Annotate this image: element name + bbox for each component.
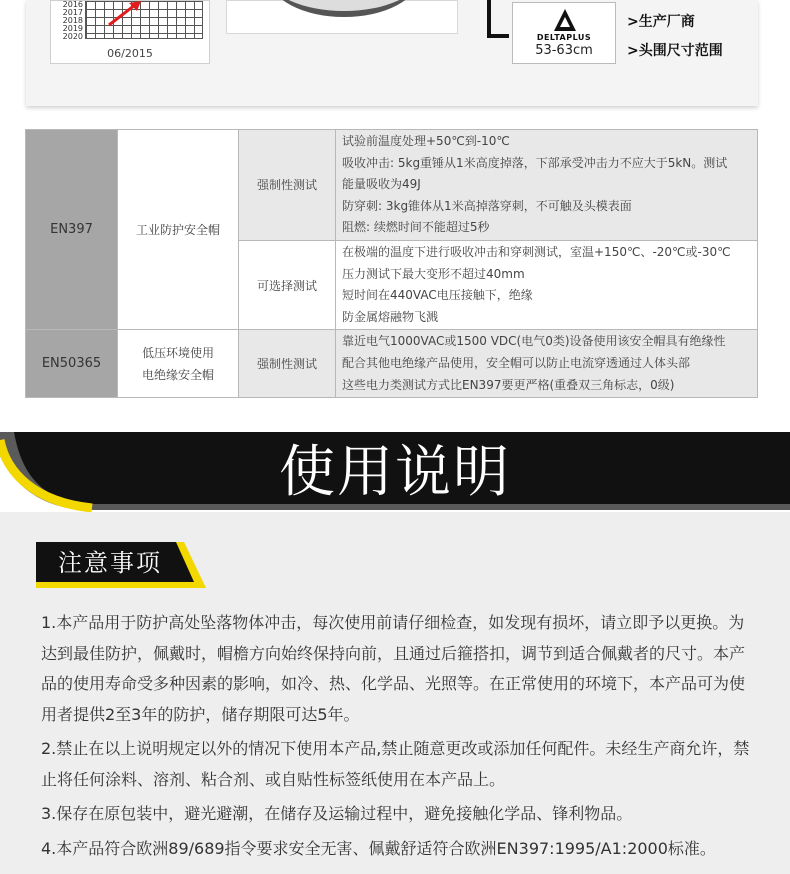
usage-instructions-banner xyxy=(0,432,790,512)
year-label: 2017 xyxy=(62,8,83,17)
test-line: 防金属熔融物飞溅 xyxy=(342,309,439,324)
table-row xyxy=(26,130,758,241)
test-line: 试验前温度处理+50℃到-10℃ xyxy=(342,134,510,148)
note-item: 3.保存在原包装中，避光避潮，在储存及运输过程中，避免接触化学品、锋利物品。 xyxy=(41,804,633,823)
red-arrow-icon xyxy=(107,1,147,27)
standard-name xyxy=(118,330,239,398)
test-description xyxy=(336,240,758,329)
table-row xyxy=(26,330,758,398)
year-label: 2016 xyxy=(62,0,83,9)
standard-name-line: 电绝缘安全帽 xyxy=(141,367,214,382)
banner-title: 使用说明 xyxy=(279,440,511,505)
year-list xyxy=(57,1,83,41)
helmet-shape xyxy=(269,0,419,17)
deltaplus-logo-icon xyxy=(553,8,577,32)
test-line: 阻燃: 续燃时间不能超过5秒 xyxy=(342,220,490,235)
standard-name-line: 工业防护安全帽 xyxy=(135,222,220,237)
test-line: 配合其他电绝缘产品使用，安全帽可以防止电流穿透通过人体头部 xyxy=(342,355,691,370)
pointer-bracket xyxy=(487,0,509,38)
year-label: 2019 xyxy=(62,24,83,33)
standard-name-line: 低压环境使用 xyxy=(141,345,214,360)
standards-table xyxy=(25,129,758,398)
standard-name xyxy=(118,130,239,330)
note-item: 2.禁止在以上说明规定以外的情况下使用本产品,禁止随意更改或添加任何配件。未经生产商允许，禁止将任何涂料、溶剂、粘合剂、或自贴性标签纸使用在本产品上。 xyxy=(41,739,750,789)
brand-name: DELTAPLUS xyxy=(536,33,592,42)
manufacturer-label: >生产厂商 xyxy=(627,14,695,30)
section-heading: 注意事项 xyxy=(58,549,162,577)
test-description xyxy=(336,130,758,241)
test-line: 压力测试下最大变形不超过40mm xyxy=(342,266,525,281)
year-label: 2020 xyxy=(62,32,83,41)
test-description xyxy=(336,330,758,398)
brand-label-box xyxy=(512,2,616,64)
test-line: 靠近电气1000VAC或1500 VDC(电气0类)设备使用该安全帽具有绝缘性 xyxy=(342,334,726,349)
note-item: 4.本产品符合欧洲89/689指令要求安全无害、佩戴舒适符合欧洲EN397:1995/A1:2000标准。 xyxy=(41,838,716,858)
test-line: 这些电力类测试方式比EN397要更严格(重叠双三角标志，0级) xyxy=(342,377,675,392)
test-line: 在极端的温度下进行吸收冲击和穿刺测试，室温+150℃、-20℃或-30℃ xyxy=(342,244,731,259)
year-label: 2018 xyxy=(62,16,83,25)
helmet-image xyxy=(226,0,458,34)
standard-code: EN397 xyxy=(26,130,118,330)
test-type: 强制性测试 xyxy=(239,330,336,398)
test-line: 吸收冲击: 5kg重锤从1米高度掉落，下部承受冲击力不应大于5kN。测试 xyxy=(342,155,728,170)
note-item: 1.本产品用于防护高处坠落物体冲击，每次使用前请仔细检查，如发现有损坏，请立即予以更换。为达到最佳防护，佩戴时，帽檐方向始终保持向前，且通过后箍搭扣，调节到适合佩戴者的尺寸。本产品的使用寿命受多种因素的影响，如冷、热、化学品、光照等。在正常使用的环境下，本产品可为使用者提供2至3年的防护，储存期限可达5年。 xyxy=(41,613,746,724)
notes-section xyxy=(0,512,790,874)
production-date-card xyxy=(50,0,210,64)
date-label: 06/2015 xyxy=(107,47,153,60)
standard-code: EN50365 xyxy=(26,330,118,398)
head-size-label: >头围尺寸范围 xyxy=(627,43,723,59)
size-range: 53-63cm xyxy=(535,43,593,58)
test-line: 能量吸收为49J xyxy=(342,177,421,192)
test-line: 防穿刺: 3kg锥体从1米高掉落穿刺，不可触及头模表面 xyxy=(342,198,632,213)
notes-list xyxy=(41,608,753,868)
test-type: 强制性测试 xyxy=(239,130,336,241)
test-line: 短时间在440VAC电压接触下，绝缘 xyxy=(342,288,533,303)
test-type: 可选择测试 xyxy=(239,240,336,329)
